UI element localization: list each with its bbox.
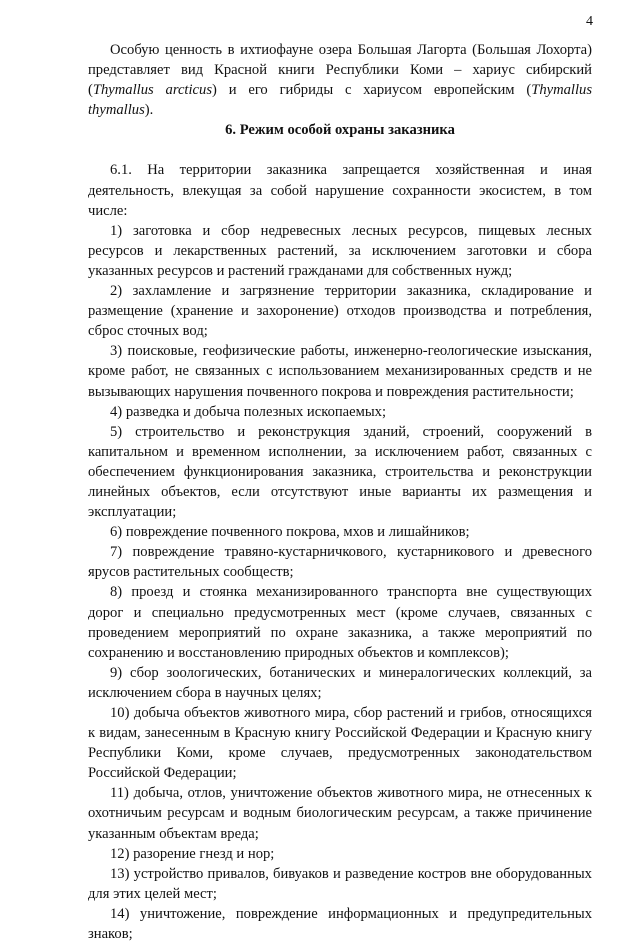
list-item-number: 13)	[110, 865, 130, 882]
list-item-text: повреждение почвенного покрова, мхов и лишайников;	[125, 524, 470, 541]
species-name-thymallus: Thymallus thymallus	[88, 82, 593, 119]
intro-text-1: Особую ценность в ихтиофауне озера Большая Лагорта (Большая Лохорта) представляет вид Красной книги Республики Коми – хариус сибирский (	[88, 42, 592, 99]
section-heading: 6. Режим особой охраны заказника	[225, 122, 455, 139]
list-item-text: проезд и стоянка механизированного транспорта вне существующих дорог и специально предусмотренных мест (кроме случаев, связанных с проведением мероприятий по охране заказника, а также мероприятий по сохранению и восстановлению природных объектов и комплексов);	[88, 584, 592, 661]
list-item	[88, 542, 592, 582]
list-item-number: 2)	[110, 283, 123, 300]
section-lead: 6.1. На территории заказника запрещается хозяйственная и иная деятельность, влекущая за собой нарушение сохранности экосистем, в том числе:	[88, 162, 592, 219]
list-item-number: 1)	[110, 222, 123, 239]
list-item-text: заготовка и сбор недревесных лесных ресурсов, пищевых лесных ресурсов и лекарственных растений, за исключением заготовки и сбора указанных ресурсов и растений гражданами для собственных нужд;	[88, 222, 592, 279]
intro-paragraph	[88, 40, 592, 120]
list-item-text: устройство привалов, бивуаков и разведение костров вне оборудованных для этих целей мест;	[88, 865, 592, 902]
list-item-text: повреждение травяно-кустарничкового, кустарникового и древесного ярусов растительных сообществ;	[88, 544, 592, 581]
list-item-number: 14)	[110, 905, 130, 922]
list-item	[88, 422, 592, 522]
intro-text-2: ) и его гибриды с хариусом европейским (	[212, 82, 532, 99]
list-item-text: поисковые, геофизические работы, инженерно-геологические изыскания, кроме работ, не связанных с использованием механизированных средств и не вызывающих нарушения почвенного покрова и повреждения растительности;	[88, 343, 592, 400]
list-item	[88, 281, 592, 341]
list-item-number: 3)	[110, 343, 123, 360]
list-item-number: 5)	[110, 423, 123, 440]
list-item	[88, 663, 592, 703]
list-item-number: 8)	[110, 584, 123, 601]
list-item-text: разорение гнезд и нор;	[133, 845, 275, 862]
page-number: 4	[586, 14, 593, 29]
list-item	[88, 904, 592, 944]
list-item-text: сбор зоологических, ботанических и минералогических коллекций, за исключением сбора в научных целях;	[88, 664, 592, 701]
list-item	[88, 844, 592, 864]
list-item	[88, 783, 592, 843]
list-item	[88, 864, 592, 904]
list-item	[88, 522, 592, 542]
list-item-number: 4)	[110, 403, 123, 420]
list-item	[88, 703, 592, 783]
list-item-text: добыча, отлов, уничтожение объектов животного мира, не отнесенных к охотничьим ресурсам и водным биологическим ресурсам, а также причинение указанным объектам вреда;	[88, 785, 592, 842]
list-item-number: 6)	[110, 524, 123, 541]
list-item	[88, 341, 592, 401]
list-item	[88, 221, 592, 281]
list-item	[88, 402, 592, 422]
list-item-text: уничтожение, повреждение информационных и предупредительных знаков;	[88, 905, 592, 943]
list-item-number: 9)	[110, 664, 123, 681]
list-item-number: 12)	[110, 845, 130, 862]
list-item-text: строительство и реконструкция зданий, строений, сооружений в капитальном и временном исполнении, за исключением работ, связанных с обеспечением функционирования заказника, строительства и реконструкции линейных объектов, если отсутствуют иные варианты их размещения и эксплуатации;	[88, 423, 592, 521]
intro-text-3: ).	[144, 102, 154, 119]
list-item-text: разведка и добыча полезных ископаемых;	[125, 403, 387, 420]
list-item	[88, 582, 592, 662]
list-item-number: 11)	[110, 785, 129, 802]
list-item-number: 10)	[110, 705, 130, 721]
list-item-text: добыча объектов животного мира, сбор растений и грибов, относящихся к видам, занесенным в Красную книгу Российской Федерации и Красную книгу Республики Коми, кроме случаев, предусмотренных законодательством Российской Федерации;	[88, 705, 593, 782]
species-name-arcticus: Thymallus arcticus	[92, 82, 212, 99]
list-item-number: 7)	[110, 544, 123, 561]
prohibition-list	[88, 221, 592, 944]
list-item-text: захламление и загрязнение территории заказника, складирование и размещение (хранение и захоронение) отходов производства и потребления, сброс сточных вод;	[88, 283, 592, 340]
document-body	[88, 40, 592, 944]
